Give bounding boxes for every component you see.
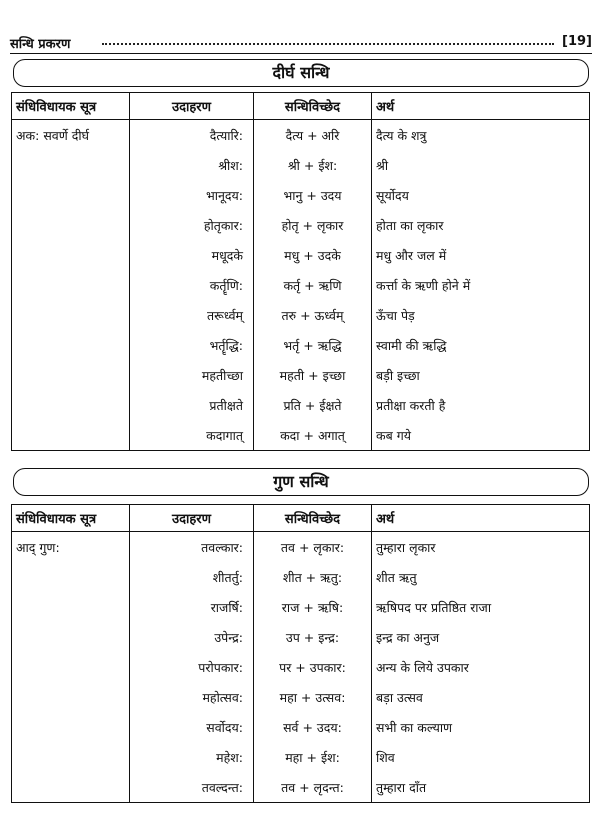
meaning-cell: बड़ा उत्सव — [372, 682, 590, 712]
rule-cell — [12, 330, 130, 360]
split-cell: महा + ईश: — [254, 742, 372, 772]
col-header-split: सन्धिविच्छेद — [254, 505, 372, 532]
rule-cell — [12, 652, 130, 682]
split-cell: दैत्य + अरि — [254, 120, 372, 151]
rule-cell — [12, 360, 130, 390]
meaning-cell: दैत्य के शत्रु — [372, 120, 590, 151]
split-cell: तरु + ऊर्ध्वम् — [254, 300, 372, 330]
rule-cell — [12, 562, 130, 592]
example-cell: शीतर्तु: — [130, 562, 254, 592]
rule-cell: अक: सवर्णे दीर्घ — [16, 127, 90, 143]
col-header-example: उदाहरण — [130, 93, 254, 120]
meaning-cell: सूर्योदय — [372, 180, 590, 210]
rule-cell — [12, 300, 130, 330]
example-cell: दैत्यारि: — [130, 120, 254, 151]
rule-cell — [12, 390, 130, 420]
rule-cell — [12, 592, 130, 622]
table-row — [12, 532, 590, 563]
example-cell: होतृकार: — [130, 210, 254, 240]
rule-cell — [12, 420, 130, 451]
meaning-cell: बड़ी इच्छा — [372, 360, 590, 390]
table-row — [12, 300, 590, 330]
col-header-example: उदाहरण — [130, 505, 254, 532]
col-header-meaning: अर्थ — [372, 505, 590, 532]
meaning-cell: प्रतीक्षा करती है — [372, 390, 590, 420]
rule-cell — [12, 180, 130, 210]
table-row — [12, 562, 590, 592]
rule-cell — [12, 712, 130, 742]
table-row — [12, 390, 590, 420]
split-cell: पर + उपकार: — [254, 652, 372, 682]
rule-cell — [12, 742, 130, 772]
table-row — [12, 772, 590, 803]
col-header-split: सन्धिविच्छेद — [254, 93, 372, 120]
example-cell: कर्तॄणि: — [130, 270, 254, 300]
chapter-title: सन्धि प्रकरण — [10, 37, 71, 52]
table-row — [12, 210, 590, 240]
col-header-rule: संधिविधायक सूत्र — [12, 505, 130, 532]
example-cell: प्रतीक्षते — [130, 390, 254, 420]
example-cell: तरूर्ध्वम् — [130, 300, 254, 330]
guna-sandhi-table — [11, 504, 590, 803]
example-cell: परोपकार: — [130, 652, 254, 682]
meaning-cell: ऊँचा पेड़ — [372, 300, 590, 330]
table-row — [12, 180, 590, 210]
meaning-cell: अन्य के लिये उपकार — [372, 652, 590, 682]
split-cell: तव + लृदन्त: — [254, 772, 372, 803]
meaning-cell: होता का लृकार — [372, 210, 590, 240]
example-cell: महेश: — [130, 742, 254, 772]
meaning-cell: तुम्हारा लृकार — [372, 532, 590, 563]
split-cell: भर्तृ + ऋद्धि — [254, 330, 372, 360]
split-cell: सर्व + उदय: — [254, 712, 372, 742]
table-row — [12, 652, 590, 682]
rule-cell — [12, 682, 130, 712]
example-cell: मधूदके — [130, 240, 254, 270]
split-cell: महा + उत्सव: — [254, 682, 372, 712]
section-title-dirgha: दीर्घ सन्धि — [13, 59, 589, 87]
table-row — [12, 330, 590, 360]
section-title-guna: गुण सन्धि — [13, 468, 589, 496]
example-cell: तवल्कार: — [130, 532, 254, 563]
meaning-cell: इन्द्र का अनुज — [372, 622, 590, 652]
example-cell: महतीच्छा — [130, 360, 254, 390]
dirgha-sandhi-table — [11, 92, 590, 451]
split-cell: तव + लृकार: — [254, 532, 372, 563]
example-cell: राजर्षि: — [130, 592, 254, 622]
rule-cell — [12, 622, 130, 652]
table-row — [12, 270, 590, 300]
table-row — [12, 682, 590, 712]
meaning-cell: सभी का कल्याण — [372, 712, 590, 742]
table-row — [12, 150, 590, 180]
split-cell: महती + इच्छा — [254, 360, 372, 390]
leader-dots — [102, 43, 554, 45]
table-row — [12, 360, 590, 390]
example-cell: भर्तॄद्धि: — [130, 330, 254, 360]
split-cell: भानु + उदय — [254, 180, 372, 210]
rule-cell — [12, 772, 130, 803]
meaning-cell: तुम्हारा दाँत — [372, 772, 590, 803]
table-header-row — [12, 505, 590, 532]
example-cell: कदागात् — [130, 420, 254, 451]
rule-cell — [12, 150, 130, 180]
meaning-cell: स्वामी की ऋद्धि — [372, 330, 590, 360]
meaning-cell: शिव — [372, 742, 590, 772]
table-row — [12, 120, 590, 151]
header-rule — [10, 53, 592, 54]
split-cell: शीत + ऋतु: — [254, 562, 372, 592]
meaning-cell: श्री — [372, 150, 590, 180]
page-number: [19] — [562, 34, 592, 49]
page-header — [10, 34, 592, 52]
example-cell: श्रीश: — [130, 150, 254, 180]
rule-cell — [12, 210, 130, 240]
table-row — [12, 420, 590, 451]
meaning-cell: ऋषिपद पर प्रतिष्ठित राजा — [372, 592, 590, 622]
split-cell: मधु + उदके — [254, 240, 372, 270]
meaning-cell: शीत ऋतु — [372, 562, 590, 592]
col-header-meaning: अर्थ — [372, 93, 590, 120]
rule-cell: आद् गुण: — [16, 539, 60, 555]
table-row — [12, 712, 590, 742]
example-cell: महोत्सव: — [130, 682, 254, 712]
rule-cell — [12, 240, 130, 270]
table-row — [12, 742, 590, 772]
split-cell: कर्तृ + ऋणि — [254, 270, 372, 300]
example-cell: भानूदय: — [130, 180, 254, 210]
table-header-row — [12, 93, 590, 120]
meaning-cell: मधु और जल में — [372, 240, 590, 270]
example-cell: उपेन्द्र: — [130, 622, 254, 652]
example-cell: सर्वोदय: — [130, 712, 254, 742]
table-row — [12, 592, 590, 622]
split-cell: राज + ऋषि: — [254, 592, 372, 622]
split-cell: होतृ + लृकार — [254, 210, 372, 240]
meaning-cell: कर्त्ता के ऋणी होने में — [372, 270, 590, 300]
split-cell: प्रति + ईक्षते — [254, 390, 372, 420]
split-cell: उप + इन्द्र: — [254, 622, 372, 652]
example-cell: तवल्दन्त: — [130, 772, 254, 803]
meaning-cell: कब गये — [372, 420, 590, 451]
col-header-rule: संधिविधायक सूत्र — [12, 93, 130, 120]
split-cell: कदा + अगात् — [254, 420, 372, 451]
table-row — [12, 240, 590, 270]
table-row — [12, 622, 590, 652]
rule-cell — [12, 270, 130, 300]
split-cell: श्री + ईश: — [254, 150, 372, 180]
